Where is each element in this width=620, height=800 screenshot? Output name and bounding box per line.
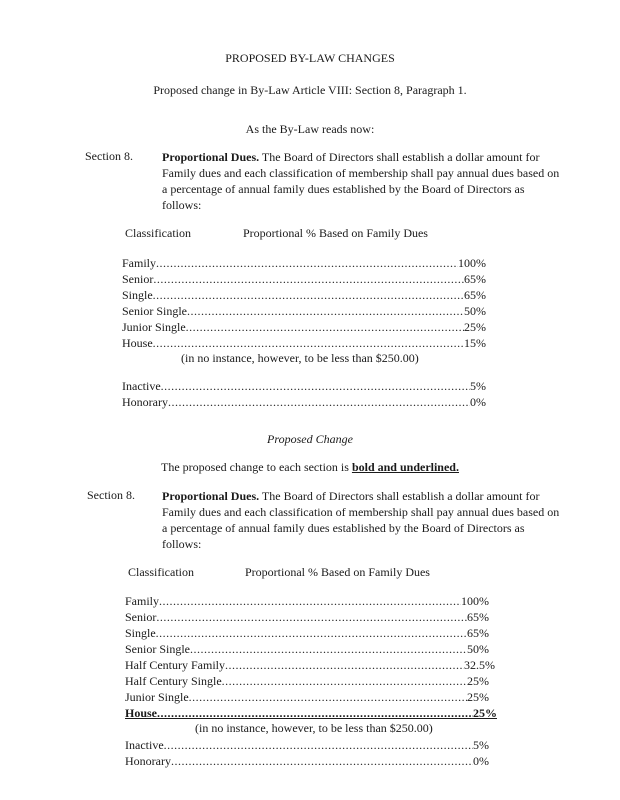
row-value: 5% (470, 379, 486, 393)
dot-leader (222, 673, 467, 689)
row-value: 25% (464, 320, 486, 334)
row-label: Junior Single (125, 690, 189, 704)
row-label: House (122, 336, 153, 350)
current-row-senior (122, 271, 486, 287)
proposed-row-family (125, 593, 489, 609)
proposed-col-percent: Proportional % Based on Family Dues (245, 565, 430, 579)
dot-leader (164, 737, 473, 753)
row-value: 25% (467, 674, 489, 688)
proposed-row-half-century-single (125, 673, 489, 689)
row-value: 32.5% (464, 658, 495, 672)
proposed-col-classification: Classification (128, 565, 194, 579)
row-label: Family (122, 256, 157, 270)
proposed-intro (0, 460, 620, 475)
row-label: Family (125, 594, 160, 608)
current-para-text: The Board of Directors shall establish a dollar amount for Family dues and each classification of membership shall pay annual dues based on a percentage of annual family dues established by the Board of Directors as follows: (162, 150, 560, 212)
row-label: Senior (125, 610, 157, 624)
proposed-row-inactive (125, 737, 489, 753)
row-label: Single (125, 626, 156, 640)
dot-leader (153, 335, 464, 351)
proposed-intro-bold: bold and underlined. (351, 460, 459, 474)
page-title: PROPOSED BY-LAW CHANGES (225, 51, 395, 65)
current-row-junior-single (122, 319, 486, 335)
dot-leader (186, 319, 464, 335)
dot-leader (168, 394, 470, 410)
current-col-percent: Proportional % Based on Family Dues (243, 226, 428, 240)
proposed-row-honorary (125, 753, 489, 769)
proposed-row-senior-single (125, 641, 489, 657)
current-paragraph (162, 149, 562, 213)
proposed-intro-text: The proposed change to each section is (161, 460, 352, 474)
row-label: House (125, 706, 158, 720)
row-value: 50% (467, 642, 489, 656)
proposed-section-label: Section 8. (87, 488, 135, 502)
proposed-paragraph (162, 488, 562, 552)
dot-leader (187, 303, 464, 319)
row-label: Senior Single (122, 304, 187, 318)
dot-leader (156, 255, 458, 271)
row-value: 65% (467, 610, 489, 624)
row-label: Senior Single (125, 642, 190, 656)
proposed-row-junior-single (125, 689, 489, 705)
row-value: 100% (458, 256, 486, 270)
row-label: Senior (122, 272, 154, 286)
row-label: Honorary (125, 754, 171, 768)
row-label: Inactive (125, 738, 164, 752)
dot-leader (171, 753, 473, 769)
row-value: 25% (467, 690, 489, 704)
dot-leader (156, 609, 467, 625)
current-note: (in no instance, however, to be less than $250.00) (181, 351, 419, 365)
row-value: 65% (464, 288, 486, 302)
current-row-honorary (122, 394, 486, 410)
dot-leader (190, 641, 467, 657)
proposed-para-bold: Proportional Dues. (162, 489, 260, 503)
dot-leader (157, 705, 473, 721)
dot-leader (153, 287, 464, 303)
page-subtitle: Proposed change in By-Law Article VIII: Section 8, Paragraph 1. (153, 83, 467, 97)
current-section-label: Section 8. (85, 149, 133, 163)
proposed-note: (in no instance, however, to be less than $250.00) (195, 721, 433, 735)
current-row-senior-single (122, 303, 486, 319)
current-row-family (122, 255, 486, 271)
proposed-row-single (125, 625, 489, 641)
dot-leader (161, 378, 470, 394)
current-row-single (122, 287, 486, 303)
current-row-inactive (122, 378, 486, 394)
row-value: 100% (461, 594, 489, 608)
row-label: Half Century Single (125, 674, 222, 688)
row-label: Inactive (122, 379, 161, 393)
proposed-row-half-century-family (125, 657, 495, 673)
current-row-house (122, 335, 486, 351)
row-label: Single (122, 288, 153, 302)
row-value: 0% (470, 395, 486, 409)
proposed-row-senior (125, 609, 489, 625)
dot-leader (225, 657, 464, 673)
row-label: Junior Single (122, 320, 186, 334)
proposed-heading: Proposed Change (267, 432, 353, 446)
row-value: 0% (473, 754, 489, 768)
dot-leader (159, 593, 461, 609)
proposed-row-house (125, 705, 497, 721)
row-value: 50% (464, 304, 486, 318)
dot-leader (153, 271, 464, 287)
row-label: Honorary (122, 395, 168, 409)
row-value: 15% (464, 336, 486, 350)
row-label: Half Century Family (125, 658, 225, 672)
dot-leader (156, 625, 467, 641)
row-value: 25% (473, 706, 497, 720)
current-para-bold: Proportional Dues. (162, 150, 260, 164)
current-col-classification: Classification (125, 226, 191, 240)
row-value: 5% (473, 738, 489, 752)
current-heading: As the By-Law reads now: (245, 122, 375, 136)
row-value: 65% (464, 272, 486, 286)
row-value: 65% (467, 626, 489, 640)
proposed-para-text: The Board of Directors shall establish a dollar amount for Family dues and each classification of membership shall pay annual dues based on a percentage of annual family dues established by the Board of Directors as follows: (162, 489, 560, 551)
dot-leader (189, 689, 467, 705)
